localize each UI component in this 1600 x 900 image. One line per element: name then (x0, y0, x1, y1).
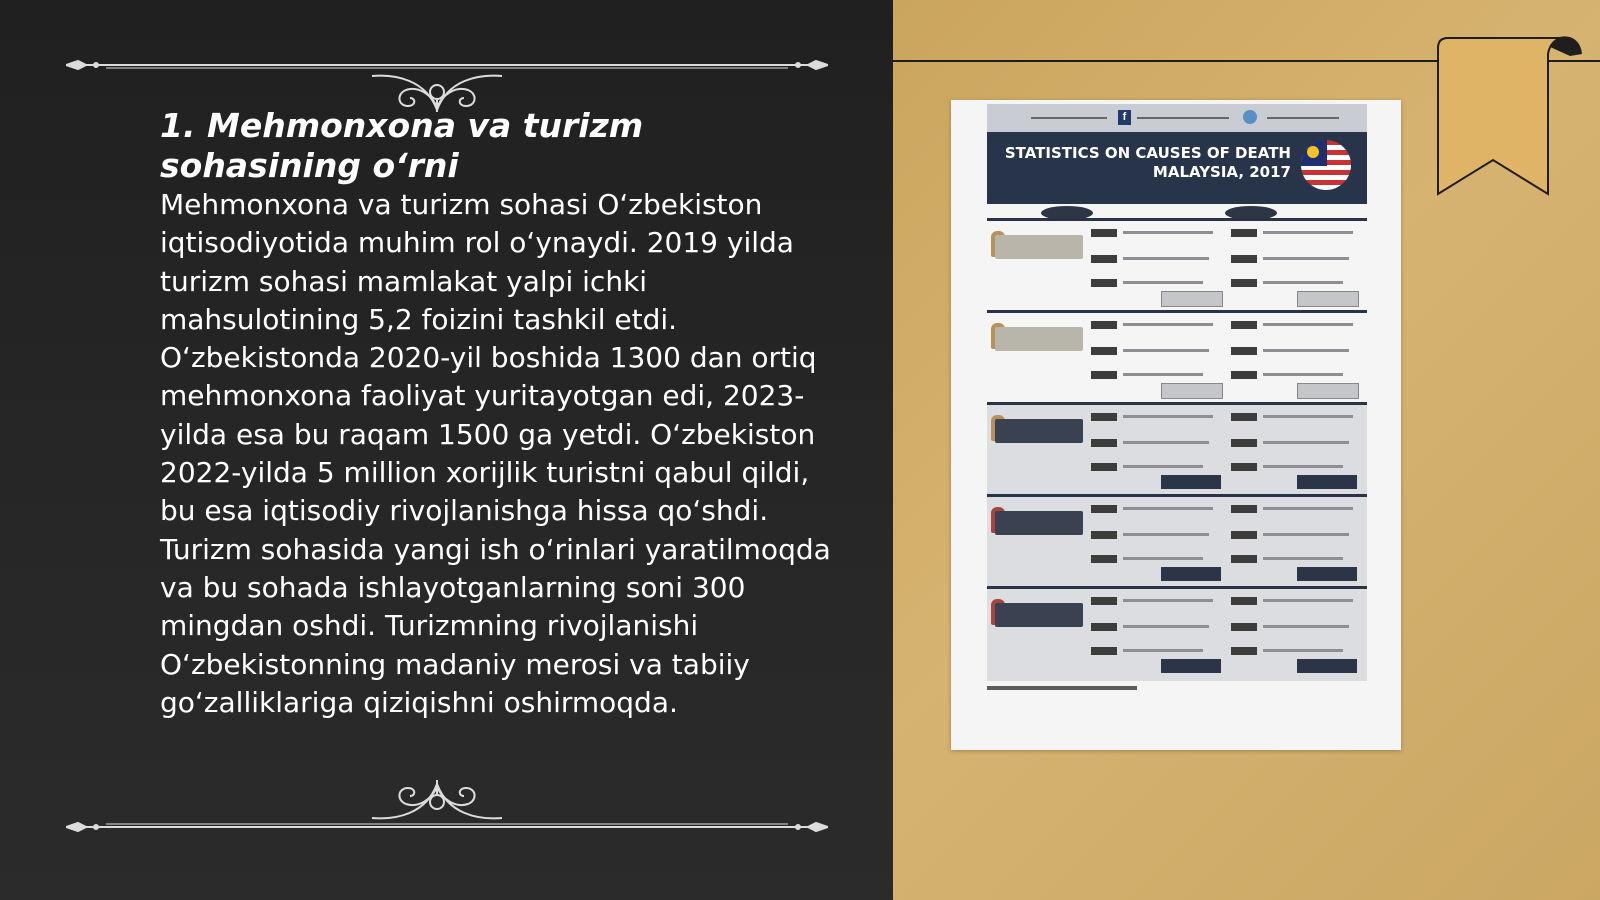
infographic-image (951, 100, 1401, 750)
bookmark-ribbon-icon (1430, 34, 1600, 204)
poster-section (987, 310, 1367, 405)
malaysia-flag-icon (1301, 140, 1351, 190)
poster-section (987, 402, 1367, 497)
poster-section (987, 586, 1367, 681)
slide-body-text: Mehmonxona va turizm sohasi O‘zbekiston iqtisodiyotida muhim rol o‘ynaydi. 2019 yilda turizm sohasi mamlakat yalpi ichki mahsulotining 5,2 foizini tashkil etdi. O‘zbekistonda 2020-yil boshida 1300 dan ortiq mehmonxona faoliyat yuritayotgan edi, 2023-yilda esa bu raqam 1500 ga yetdi. O‘zbekiston 2022-yilda 5 million xorijlik turistni qabul qildi, bu esa iqtisodiy rivojlanishga hissa qo‘shdi. Turizm sohasida yangi ish o‘rinlari yaratilmoqda va bu sohada ishlayotganlarning soni 300 mingdan oshdi. Turizmning rivojlanishi O‘zbekistonning madaniy merosi va tabiiy go‘zalliklariga qiziqishni oshirmoqda. (160, 188, 831, 719)
bottom-ornament-divider-icon (66, 772, 828, 842)
twitter-icon (1243, 110, 1257, 124)
slide-title: 1. Mehmonxona va turizm sohasining o‘rni (160, 106, 644, 185)
poster-header (987, 132, 1367, 204)
poster-section (987, 494, 1367, 589)
poster-title: STATISTICS ON CAUSES OF DEATH MALAYSIA, 2017 (1004, 144, 1291, 181)
poster-footnote (987, 686, 1137, 690)
poster-section (987, 218, 1367, 313)
poster-social-bar (987, 104, 1367, 132)
facebook-icon: f (1118, 110, 1131, 125)
